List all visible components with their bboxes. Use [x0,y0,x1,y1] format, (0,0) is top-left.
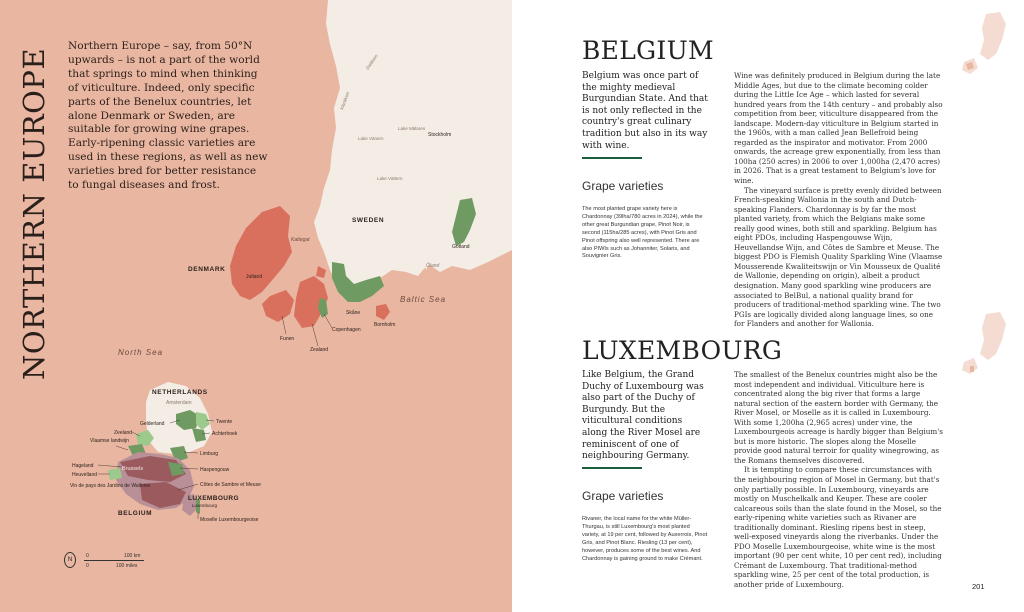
scale-zero-km: 0 [86,553,89,559]
vertical-title [14,40,54,380]
label-luxembourg: LUXEMBOURG [188,495,239,502]
luxembourg-body [734,370,944,590]
label-moselle: Moselle Luxembourgeoise [200,517,259,523]
belgium-subhead: Grape varieties [582,179,664,193]
label-achterhoek: Achterhoek [212,431,238,437]
map-scale [64,552,174,574]
label-bornholm: Bornholm [374,322,396,328]
right-page [512,0,1024,612]
label-denmark: DENMARK [188,266,226,273]
label-gotland: Gotland [452,244,470,250]
label-zealand: Zealand [310,347,329,353]
label-sweden: SWEDEN [352,217,385,224]
belgium-paragraph-2: The vineyard surface is pretty evenly divided between French-speaking Wallonia in the south and Dutch-speaking Flanders. Chardonnay is by far the most planted variety, from which the Belgians make some really good wines, both still and sparkling. Belgium has eight PDOs, including Haspengouwse Wijn, Heuvellandse Wijn, and Côtes de Sambre et Meuse. The biggest PDO is Flemish Quality Sparkling Wine (Vlaamse Mousserende Kwaliteitswijn or Vin Mousseux de Qualité de Wallonie, depending on origin), albeit a product designation. Many good sparkling wine producers are associated to BelBul, a national quality brand for producers of traditional-method sparkling wine. The two PGIs are logically divided along language lines, so one for Flanders and another for Wallonia. [734,185,943,329]
label-limburg: Limburg [200,451,219,457]
luxembourg-locator-map [956,310,1016,390]
belgium-lead: Belgium was once part of the mighty medieval Burgundian State. And that is not only reflected in the country's great culinary tradition but also in its way with wine. [582,71,708,151]
label-netherlands: NETHERLANDS [152,389,208,396]
label-funen: Funen [280,336,295,342]
north-arrow-icon: N [64,552,76,568]
luxembourg-subhead: Grape varieties [582,489,664,503]
bornholm-island [376,304,390,320]
label-lake-vanern: Lake Vänern [358,136,384,141]
label-dalalven: Dalälven [364,53,379,71]
label-skane: Skåne [346,310,361,316]
belgium-grape-note: The most planted grape variety here is Chardonnay (39lha/780 acres in 2024), while the other great Burgundian grape, Pinot Noir, is second (115ha/285 acres), with Pinot Gris and Pinot offspring also well represented. There are also PIWIs such as Johanniter, Solaris, and Souvignier Gris. [582,206,703,260]
label-lake-vattern: Lake Vättern [377,176,403,181]
intro-paragraph: Northern Europe – say, from 50°N upwards – is not a part of the world that springs to mind when thinking of viticulture. Indeed, only specific parts of the Benelux countries, let alone Denmark or Sweden, are suitable for growing wine grapes. Early-ripening classic varieties are used in these regions, as well as new varieties bred for better resistance to fungal diseases and frost. [68,40,268,192]
label-vin-de-pays: Vin de pays des Jardins de Wallonie [70,483,151,489]
label-vlaamse: Vlaamse landwijn [90,438,129,444]
belgium-title: BELGIUM [582,36,714,65]
label-baltic-sea: Baltic Sea [400,295,447,304]
label-heuvelland: Heuvelland [72,472,98,478]
label-lake-malaren: Lake Mälaren [398,126,426,131]
sweden-land [314,0,512,300]
label-jutland: Jutland [246,274,263,280]
belgium-body [734,71,944,329]
luxembourg-paragraph-1: The smallest of the Benelux countries might also be the most independent and individual. Viticulture here is concentrated along the big river that forms a large natural section of the eastern border with Germany, the River Mosel, or Moselle as it is called in Luxembourg. With some 1,200ha (2,965 acres) under vine, the Luxembourgeois acreage is hardly bigger than Belgium's but is more historic. The slopes along the Moselle provide good natural terroir for quality winegrowing, as the Romans themselves discovered. [734,370,943,465]
vertical-title-text: NORTHERN EUROPE [17,47,51,380]
luxembourg-title: LUXEMBOURG [582,336,783,365]
scale-zero-mi: 0 [86,563,89,569]
label-gelderland: Gelderland [140,421,165,427]
label-haspengouw: Haspengouw [200,467,230,473]
label-twente: Twente [216,419,233,425]
label-zeeland: Zeeland [114,430,133,436]
page-number: 201 [972,582,985,591]
label-klaralven: Klarälven [339,90,351,111]
belgium-divider [582,157,642,159]
luxembourg-paragraph-2: It is tempting to compare these circumstances with the neighbouring region of Mosel in Germany, but that's only partially possible. In Luxembourg, vineyards are mostly on Muschelkalk and Keuper. These are cooler calcareous soils than the slate found in the Mosel, so the early-ripening white varieties such as Rivaner are traditionally dominant. Riesling ripens best in steep, well-exposed vineyards along the riverbanks. Under the PDO Moselle Luxembourgeoise, white wine is the most important (90 per cent white, 10 per cent red), including Crémant de Luxembourg. That traditional-method sparkling wine, 25 per cent of the total production, is another pride of Luxembourg. [734,465,942,590]
jutland-region [230,206,292,300]
luxembourg-divider [582,467,642,469]
funen-region [262,290,294,322]
label-stockholm: Stockholm [428,132,452,138]
label-copenhagen: Copenhagen [332,327,361,333]
danish-small-islands [316,266,326,278]
label-hageland: Hageland [72,463,94,469]
label-north-sea: North Sea [118,348,164,357]
scale-miles: 100 miles [116,563,138,569]
label-oland: Öland [426,263,440,269]
label-kattegat: Kattegat [291,237,310,243]
heuvelland-region [108,468,122,480]
luxembourg-grape-note: Rivaner, the local name for the white Müller-Thurgau, is still Luxembourg's most planted variety, at 19 per cent, followed by Auxerrois, Pinot Gris, and Pinot Blanc. Riesling (13 per cent), however, produces some of the best wines. And Chardonnay is gaining ground to make Crémant. [582,516,708,562]
label-belgium: BELGIUM [118,510,153,517]
scale-km: 100 km [124,553,141,559]
luxembourg-lead: Like Belgium, the Grand Duchy of Luxembourg was also part of the Duchy of Burgundy. But the viticultural conditions along the River Mosel are reminiscent of one of neighbouring Germany. [582,370,704,462]
label-brussels: Brussels [122,466,144,472]
belgium-paragraph-1: Wine was definitely produced in Belgium during the late Middle Ages, but due to the climate becoming colder during the Little Ice Age – which lasted for several hundred years from the 14th century – and probably also competition from beer, viticulture disappeared from the landscape. Modern-day viticulture in Belgium started in the 1960s, with a man called Jean Bellefroid being regarded as the inspirator and motivator. From 2000 onwards, the acreage grew exponentially, from less than 100ha (250 acres) in 2006 to over 1,000ha (2,470 acres) in 2026. That is a great testament to Belgium's love for wine. [734,71,943,186]
label-amsterdam: Amsterdam [166,400,192,406]
scale-bar [84,560,144,561]
label-luxembourg-city: Luxembourg [192,503,218,508]
label-cotes: Côtes de Sambre et Meuse [200,482,261,488]
belgium-locator-map [956,10,1016,80]
